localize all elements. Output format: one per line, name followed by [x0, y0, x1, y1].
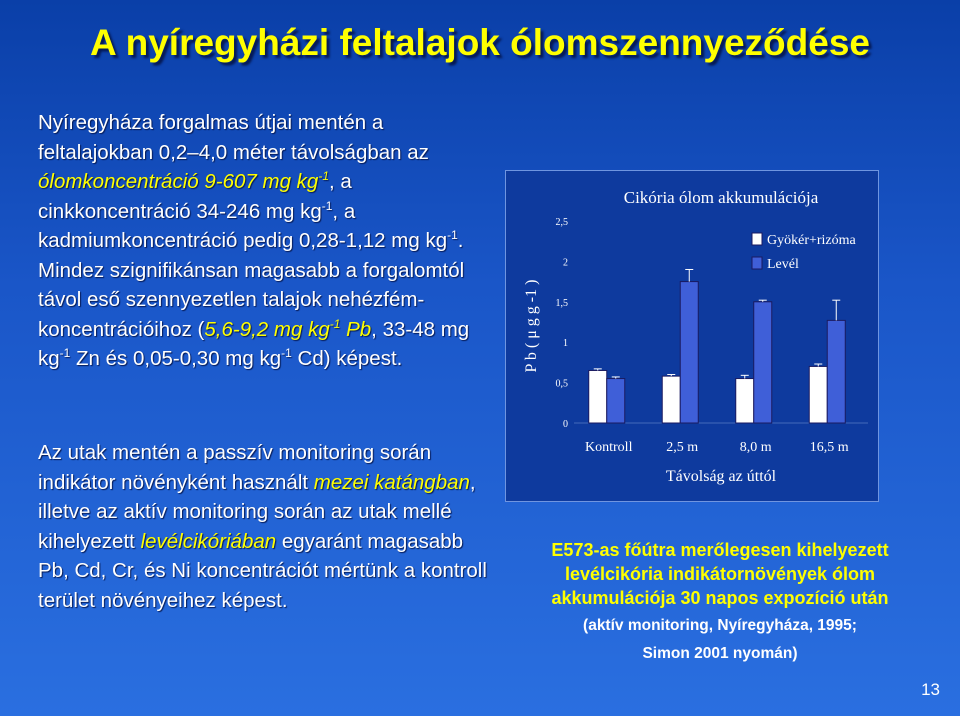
- p1-sup-6: -1: [281, 346, 292, 361]
- p2-highlight-katang: mezei katángban: [313, 470, 470, 494]
- bar-root: [736, 379, 754, 423]
- p1-text-3: , a kadmiumkoncentráció pedig 0,28-1,12 mg kg: [38, 199, 448, 252]
- p1-text-1: Nyíregyháza forgalmas útjai mentén a feltalajokban 0,2–4,0 méter távolságban az: [38, 111, 429, 164]
- x-tick-label: 2,5 m: [666, 440, 699, 455]
- p2-text-1: Az utak mentén a passzív monitoring során indikátor növényként használt: [38, 441, 432, 494]
- legend-label: Levél: [767, 257, 799, 272]
- p1-highlight-lead: ólomkoncentráció 9-607 mg kg: [38, 170, 319, 193]
- x-tick-label: 8,0 m: [739, 440, 772, 455]
- caption-line-3: akkumulációja 30 napos expozíció után: [551, 588, 889, 608]
- p1-highlight-lead-sup: -1: [318, 169, 329, 184]
- bar-leaf: [754, 302, 772, 423]
- bar-leaf: [680, 282, 698, 423]
- lead-accumulation-chart: [506, 171, 878, 501]
- y-tick-label: 0: [563, 419, 568, 430]
- bar-root: [662, 376, 680, 423]
- p1-highlight-range: 5,6-9,2 mg kg: [204, 317, 330, 341]
- p1-text-4: . Mindez szignifikánsan magasabb a forgalomtól távol eső szennyezetlen talajok nehézfém-koncentrációihoz (: [38, 229, 465, 341]
- y-tick-label: 2,5: [555, 217, 568, 228]
- paragraph-soil-pollution: [38, 108, 498, 374]
- p1-highlight-pb: Pb: [340, 317, 372, 341]
- bar-leaf: [607, 379, 625, 423]
- p1-text-7: Cd) képest.: [291, 347, 403, 370]
- x-axis-label: Távolság az úttól: [665, 468, 777, 485]
- paragraph-monitoring: [38, 438, 498, 615]
- caption-line-2: levélcikória indikátornövények ólom: [564, 564, 876, 584]
- p1-text-5: , 33-48 mg kg: [38, 317, 470, 370]
- x-tick-label: 16,5 m: [809, 440, 849, 455]
- chart-panel: [505, 170, 879, 502]
- bar-root: [809, 366, 827, 423]
- legend-swatch: [752, 233, 762, 245]
- chart-caption: [500, 538, 940, 666]
- caption-line-4: (aktív monitoring, Nyíregyháza, 1995;: [583, 617, 857, 634]
- caption-line-5: Simon 2001 nyomán): [642, 645, 798, 662]
- caption-line-1: E573-as főútra merőlegesen kihelyezett: [551, 540, 889, 560]
- chart-title: Cikória ólom akkumulációja: [623, 188, 819, 207]
- p1-sup-2: -1: [321, 198, 333, 213]
- p1-sup-3: -1: [447, 228, 458, 243]
- page-number: 13: [921, 680, 940, 699]
- p1-text-6: Zn és 0,05-0,30 mg kg: [70, 347, 282, 370]
- y-axis-label: P b ( μ g g -1 ): [523, 279, 540, 373]
- bar-leaf: [827, 320, 845, 423]
- y-tick-label: 1,5: [555, 297, 568, 309]
- legend-swatch: [752, 257, 762, 269]
- y-tick-label: 0,5: [555, 378, 568, 390]
- y-tick-label: 1: [563, 338, 568, 350]
- slide-title: A nyíregyházi feltalajok ólomszennyeződése: [90, 22, 870, 63]
- legend-label: Gyökér+rizóma: [767, 233, 856, 248]
- x-tick-label: Kontroll: [585, 440, 633, 455]
- p2-highlight-cikoria: levélcikóriában: [140, 529, 277, 553]
- y-tick-label: 2: [563, 257, 568, 269]
- p1-text-2: , a cinkkoncentráció 34-246 mg kg: [38, 170, 352, 223]
- p2-text-2: , illetve az aktív monitoring során az utak mellé kihelyezett: [38, 470, 476, 553]
- bar-root: [589, 370, 607, 423]
- p1-highlight-range-sup: -1: [329, 316, 341, 331]
- p1-sup-5: -1: [59, 346, 71, 361]
- p2-text-3: egyaránt magasabb Pb, Cd, Cr, és Ni koncentrációt mértünk a kontroll terület növényeihez képest.: [38, 529, 487, 612]
